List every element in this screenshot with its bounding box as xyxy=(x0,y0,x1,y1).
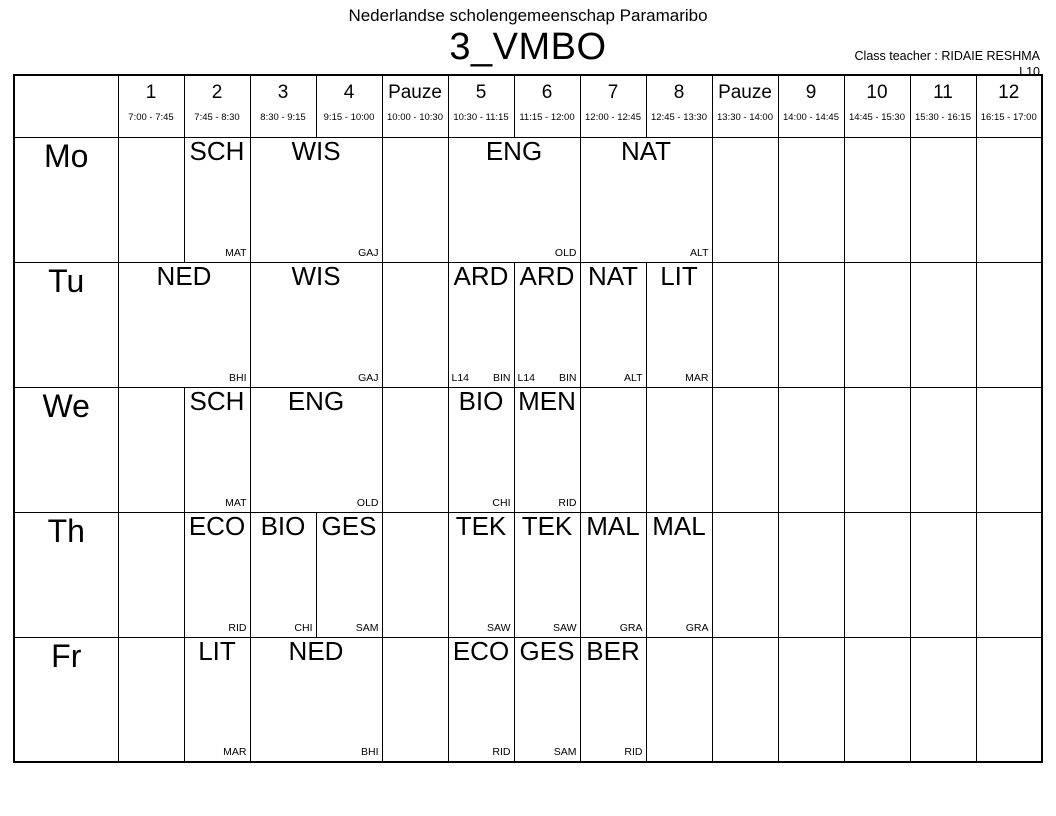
timetable-row xyxy=(14,137,1042,262)
header-period-time: 7:45 - 8:30 xyxy=(194,112,240,124)
empty-lesson-cell[interactable] xyxy=(976,512,1042,637)
header-period-number: 10 xyxy=(866,82,888,104)
class-teacher-label: Class teacher : RIDAIE RESHMA xyxy=(854,49,1040,63)
day-label-tu: Tu xyxy=(14,262,118,387)
lesson-cell[interactable] xyxy=(250,512,316,637)
lesson-subject: ARD xyxy=(519,260,575,291)
lesson-subject: NAT xyxy=(620,135,672,166)
timetable-row xyxy=(14,512,1042,637)
header-period-4 xyxy=(316,75,382,137)
lesson-teacher: MAR xyxy=(223,746,247,759)
lesson-cell[interactable] xyxy=(514,512,580,637)
lesson-teacher: RID xyxy=(228,621,247,634)
lesson-subject: SCH xyxy=(189,385,245,416)
lesson-cell[interactable] xyxy=(184,137,250,262)
break-cell xyxy=(712,137,778,262)
header-period-11 xyxy=(910,75,976,137)
lesson-cell[interactable] xyxy=(250,137,382,262)
break-cell xyxy=(712,512,778,637)
lesson-teacher: MAR xyxy=(685,371,709,384)
header-period-time: 11:15 - 12:00 xyxy=(519,112,575,124)
timetable-row xyxy=(14,637,1042,762)
lesson-cell[interactable] xyxy=(448,637,514,762)
header-period-5 xyxy=(448,75,514,137)
header-period-time: 12:45 - 13:30 xyxy=(651,112,707,124)
header-period-number: 6 xyxy=(541,82,553,104)
class-room-label: L10 xyxy=(1019,65,1040,80)
header-period-12 xyxy=(976,75,1042,137)
day-label-we: We xyxy=(14,387,118,512)
empty-lesson-cell[interactable] xyxy=(910,512,976,637)
lesson-cell[interactable] xyxy=(646,512,712,637)
lesson-teacher: BHI xyxy=(360,746,379,759)
lesson-cell[interactable] xyxy=(514,262,580,387)
day-label-mo: Mo xyxy=(14,137,118,262)
lesson-subject: NED xyxy=(288,635,344,666)
timetable-grid xyxy=(13,74,1043,763)
header-period-number: 11 xyxy=(933,82,953,104)
lesson-teacher: RID xyxy=(492,746,511,759)
lesson-subject: MEN xyxy=(518,385,576,416)
header-period-1 xyxy=(118,75,184,137)
empty-lesson-cell[interactable] xyxy=(118,637,184,762)
header-period-number: 8 xyxy=(673,82,685,104)
header-period-time: 7:00 - 7:45 xyxy=(128,112,174,124)
break-cell xyxy=(712,262,778,387)
lesson-teacher: GAJ xyxy=(358,246,379,259)
empty-lesson-cell[interactable] xyxy=(118,137,184,262)
lesson-teacher: SAW xyxy=(486,621,511,634)
empty-lesson-cell[interactable] xyxy=(778,512,844,637)
lesson-cell[interactable] xyxy=(514,387,580,512)
lesson-subject: ECO xyxy=(188,510,246,541)
header-break-label: Pauze xyxy=(388,82,442,104)
lesson-subject: ECO xyxy=(452,635,510,666)
lesson-teacher: OLD xyxy=(554,246,577,259)
lesson-cell[interactable] xyxy=(184,637,250,762)
school-name: Nederlandse scholengemeenschap Paramaribo xyxy=(348,6,708,25)
header-period-time: 12:00 - 12:45 xyxy=(585,112,641,124)
lesson-cell[interactable] xyxy=(448,512,514,637)
break-cell xyxy=(382,512,448,637)
header-period-time: 16:15 - 17:00 xyxy=(980,112,1037,124)
empty-lesson-cell[interactable] xyxy=(844,137,910,262)
lesson-subject: WIS xyxy=(291,135,341,166)
empty-lesson-cell[interactable] xyxy=(976,387,1042,512)
lesson-subject: SCH xyxy=(189,135,245,166)
header-period-number: 1 xyxy=(145,82,157,104)
header-period-8 xyxy=(646,75,712,137)
lesson-teacher: SAM xyxy=(553,746,577,759)
header-period-number: 12 xyxy=(998,82,1020,104)
lesson-subject: MAL xyxy=(586,510,640,541)
lesson-subject: LIT xyxy=(198,635,236,666)
lesson-teacher: BIN xyxy=(492,371,511,384)
header-period-2 xyxy=(184,75,250,137)
header-period-number: 2 xyxy=(211,82,223,104)
lesson-teacher: CHI xyxy=(492,496,511,509)
break-cell xyxy=(712,637,778,762)
lesson-teacher: CHI xyxy=(294,621,313,634)
lesson-subject: GES xyxy=(321,510,377,541)
lesson-cell[interactable] xyxy=(580,512,646,637)
header-period-time: 15:30 - 16:15 xyxy=(915,112,971,124)
header-break-time: 13:30 - 14:00 xyxy=(717,112,773,124)
lesson-cell[interactable] xyxy=(580,637,646,762)
empty-lesson-cell[interactable] xyxy=(976,262,1042,387)
lesson-cell[interactable] xyxy=(448,387,514,512)
day-label-th: Th xyxy=(14,512,118,637)
header-break-label: Pauze xyxy=(718,82,772,104)
header-period-number: 3 xyxy=(277,82,289,104)
empty-lesson-cell[interactable] xyxy=(778,262,844,387)
break-cell xyxy=(382,387,448,512)
lesson-teacher: GRA xyxy=(685,621,709,634)
timetable-row xyxy=(14,262,1042,387)
lesson-teacher: BHI xyxy=(228,371,247,384)
header-period-number: 9 xyxy=(805,82,817,104)
header-period-6 xyxy=(514,75,580,137)
lesson-room: L14 xyxy=(517,371,536,384)
lesson-teacher: RID xyxy=(558,496,577,509)
lesson-cell[interactable] xyxy=(448,137,580,262)
lesson-cell[interactable] xyxy=(184,512,250,637)
header-break-5 xyxy=(382,75,448,137)
empty-lesson-cell[interactable] xyxy=(976,637,1042,762)
lesson-subject: BER xyxy=(586,635,640,666)
empty-lesson-cell[interactable] xyxy=(118,512,184,637)
empty-lesson-cell[interactable] xyxy=(910,387,976,512)
empty-lesson-cell[interactable] xyxy=(910,137,976,262)
header-break-time: 10:00 - 10:30 xyxy=(387,112,443,124)
header-period-number: 5 xyxy=(475,82,487,104)
empty-lesson-cell[interactable] xyxy=(778,137,844,262)
header-period-time: 9:15 - 10:00 xyxy=(323,112,375,124)
lesson-cell[interactable] xyxy=(250,262,382,387)
lesson-cell[interactable] xyxy=(118,262,250,387)
lesson-cell[interactable] xyxy=(184,387,250,512)
empty-lesson-cell[interactable] xyxy=(118,387,184,512)
lesson-teacher: GRA xyxy=(619,621,643,634)
lesson-subject: TEK xyxy=(455,510,507,541)
header-period-number: 4 xyxy=(343,82,355,104)
empty-lesson-cell[interactable] xyxy=(778,637,844,762)
empty-lesson-cell[interactable] xyxy=(844,262,910,387)
lesson-subject: TEK xyxy=(521,510,573,541)
lesson-teacher: BIN xyxy=(558,371,577,384)
day-label-fr: Fr xyxy=(14,637,118,762)
lesson-teacher: ALT xyxy=(624,371,643,384)
lesson-teacher: SAM xyxy=(355,621,379,634)
empty-lesson-cell[interactable] xyxy=(646,387,712,512)
header-period-time: 8:30 - 9:15 xyxy=(260,112,306,124)
class-teacher-block xyxy=(855,48,1040,81)
lesson-teacher: GAJ xyxy=(358,371,379,384)
lesson-subject: BIO xyxy=(458,385,504,416)
lesson-subject: LIT xyxy=(660,260,698,291)
timetable-body xyxy=(14,137,1042,762)
empty-lesson-cell[interactable] xyxy=(910,637,976,762)
lesson-room: L14 xyxy=(451,371,470,384)
empty-lesson-cell[interactable] xyxy=(646,637,712,762)
lesson-teacher: MAT xyxy=(225,496,247,509)
page-title: 3_VMBO xyxy=(449,26,607,69)
empty-lesson-cell[interactable] xyxy=(580,387,646,512)
header-period-3 xyxy=(250,75,316,137)
break-cell xyxy=(382,262,448,387)
timetable-row xyxy=(14,387,1042,512)
header-corner xyxy=(14,75,118,137)
header-period-time: 10:30 - 11:15 xyxy=(453,112,509,124)
header-period-7 xyxy=(580,75,646,137)
lesson-subject: NED xyxy=(156,260,212,291)
lesson-subject: WIS xyxy=(291,260,341,291)
lesson-subject: BIO xyxy=(260,510,306,541)
lesson-cell[interactable] xyxy=(514,637,580,762)
header-period-time: 14:00 - 14:45 xyxy=(783,112,839,124)
empty-lesson-cell[interactable] xyxy=(778,387,844,512)
empty-lesson-cell[interactable] xyxy=(976,137,1042,262)
empty-lesson-cell[interactable] xyxy=(844,387,910,512)
break-cell xyxy=(382,637,448,762)
empty-lesson-cell[interactable] xyxy=(910,262,976,387)
lesson-cell[interactable] xyxy=(646,262,712,387)
lesson-teacher: OLD xyxy=(356,496,379,509)
lesson-subject: ENG xyxy=(485,135,543,166)
lesson-cell[interactable] xyxy=(448,262,514,387)
lesson-cell[interactable] xyxy=(250,387,382,512)
lesson-teacher: SAW xyxy=(552,621,577,634)
lesson-teacher: ALT xyxy=(690,246,709,259)
empty-lesson-cell[interactable] xyxy=(844,637,910,762)
lesson-subject: GES xyxy=(519,635,575,666)
timetable-header-row xyxy=(14,75,1042,137)
header-period-10 xyxy=(844,75,910,137)
empty-lesson-cell[interactable] xyxy=(844,512,910,637)
lesson-subject: ENG xyxy=(287,385,345,416)
lesson-subject: ARD xyxy=(453,260,509,291)
header-period-number: 7 xyxy=(607,82,619,104)
lesson-cell[interactable] xyxy=(250,637,382,762)
break-cell xyxy=(712,387,778,512)
lesson-teacher: MAT xyxy=(225,246,247,259)
lesson-teacher: RID xyxy=(624,746,643,759)
header-period-time: 14:45 - 15:30 xyxy=(849,112,905,124)
break-cell xyxy=(382,137,448,262)
lesson-cell[interactable] xyxy=(580,262,646,387)
lesson-cell[interactable] xyxy=(316,512,382,637)
header-break-10 xyxy=(712,75,778,137)
lesson-subject: NAT xyxy=(587,260,639,291)
lesson-subject: MAL xyxy=(652,510,706,541)
lesson-cell[interactable] xyxy=(580,137,712,262)
header-period-9 xyxy=(778,75,844,137)
